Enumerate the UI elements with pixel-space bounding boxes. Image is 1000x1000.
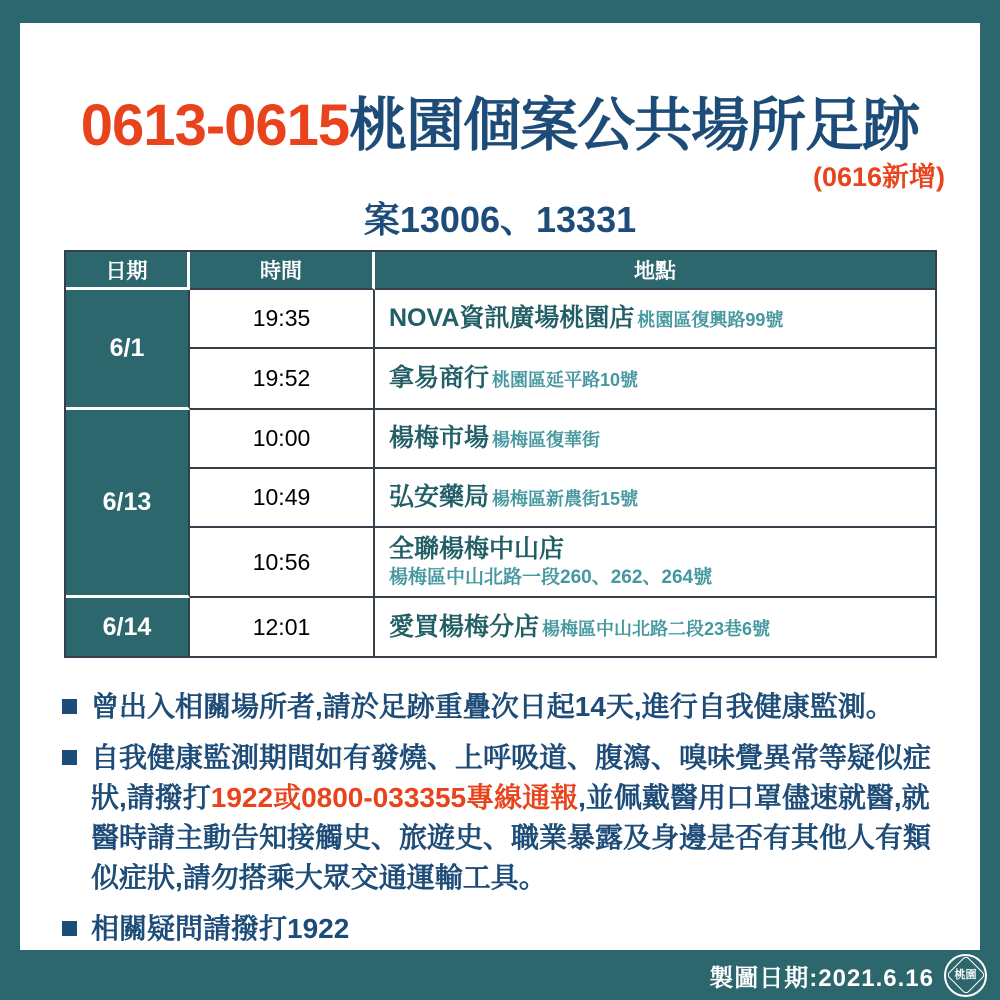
note-item bbox=[62, 738, 952, 898]
page-title bbox=[20, 78, 980, 162]
note-item bbox=[62, 687, 952, 727]
poster-content-area bbox=[20, 23, 980, 950]
location-cell bbox=[375, 598, 935, 656]
column-header-date: 日期 bbox=[66, 252, 190, 290]
location-cell bbox=[375, 469, 935, 528]
location-address: 楊梅區中山北路一段260、262、264號 bbox=[389, 566, 713, 588]
notes-section bbox=[62, 687, 952, 960]
made-date-label: 製圖日期:2021.6.16 bbox=[709, 964, 934, 992]
time-cell: 10:00 bbox=[190, 410, 375, 469]
note-text-segment: 相關疑問請撥打1922 bbox=[91, 913, 350, 944]
location-name: 愛買楊梅分店 bbox=[389, 612, 540, 641]
time-cell: 10:49 bbox=[190, 469, 375, 528]
date-cell-6-1: 6/1 bbox=[66, 290, 190, 410]
taoyuan-logo-text: 桃園 bbox=[954, 968, 977, 981]
note-text bbox=[91, 909, 349, 949]
location-cell bbox=[375, 528, 935, 598]
location-name: 全聯楊梅中山店 bbox=[389, 535, 565, 564]
note-text-segment: 曾出入相關場所者,請於足跡重疊次日起14天,進行自我健康監測。 bbox=[91, 691, 894, 722]
title-date-range: 0613-0615 bbox=[80, 93, 350, 158]
location-address: 楊梅區新農街15號 bbox=[492, 489, 639, 510]
date-cell-6-13: 6/13 bbox=[66, 410, 190, 598]
location-address: 楊梅區中山北路二段23巷6號 bbox=[542, 618, 771, 639]
note-text bbox=[91, 738, 939, 898]
note-item bbox=[62, 909, 952, 949]
time-cell: 19:35 bbox=[190, 290, 375, 349]
taoyuan-logo-icon bbox=[944, 954, 987, 997]
location-name: 拿易商行 bbox=[389, 364, 490, 393]
note-text-segment: ,並佩戴醫用口罩儘速就醫,就醫時請主動告知接觸史、旅遊史、職業暴露及身邊是否有其他人有類似症狀,請勿搭乘大眾交通運輸工具。 bbox=[91, 782, 932, 893]
location-address: 桃園區復興路99號 bbox=[637, 310, 784, 331]
footprint-table bbox=[64, 250, 937, 658]
added-note: (0616新增) bbox=[812, 162, 945, 192]
note-text-segment: 自我健康監測期間如有發燒、上呼吸道、腹瀉、嗅味覺異常等疑似症狀,請撥打 bbox=[91, 742, 932, 813]
case-numbers: 案13006、13331 bbox=[363, 199, 637, 240]
time-cell: 10:56 bbox=[190, 528, 375, 598]
bullet-square-icon bbox=[62, 750, 77, 765]
footer-bar bbox=[0, 950, 1000, 1000]
location-cell bbox=[375, 410, 935, 469]
title-main-text: 桃園個案公共場所足跡 bbox=[349, 93, 920, 158]
column-header-location: 地點 bbox=[375, 252, 935, 290]
date-cell-6-14: 6/14 bbox=[66, 598, 190, 656]
location-address: 楊梅區復華街 bbox=[492, 430, 601, 451]
hotline-numbers: 1922或0800-033355專線通報 bbox=[210, 782, 579, 813]
column-header-time: 時間 bbox=[190, 252, 375, 290]
location-cell bbox=[375, 349, 935, 410]
note-text bbox=[91, 687, 894, 727]
bullet-square-icon bbox=[62, 921, 77, 936]
location-name: 楊梅市場 bbox=[389, 424, 490, 453]
time-cell: 19:52 bbox=[190, 349, 375, 410]
location-name: 弘安藥局 bbox=[389, 483, 490, 512]
bullet-square-icon bbox=[62, 699, 77, 714]
location-address: 桃園區延平路10號 bbox=[492, 370, 639, 391]
time-cell: 12:01 bbox=[190, 598, 375, 656]
location-cell bbox=[375, 290, 935, 349]
location-name: NOVA資訊廣場桃園店 bbox=[389, 304, 635, 333]
